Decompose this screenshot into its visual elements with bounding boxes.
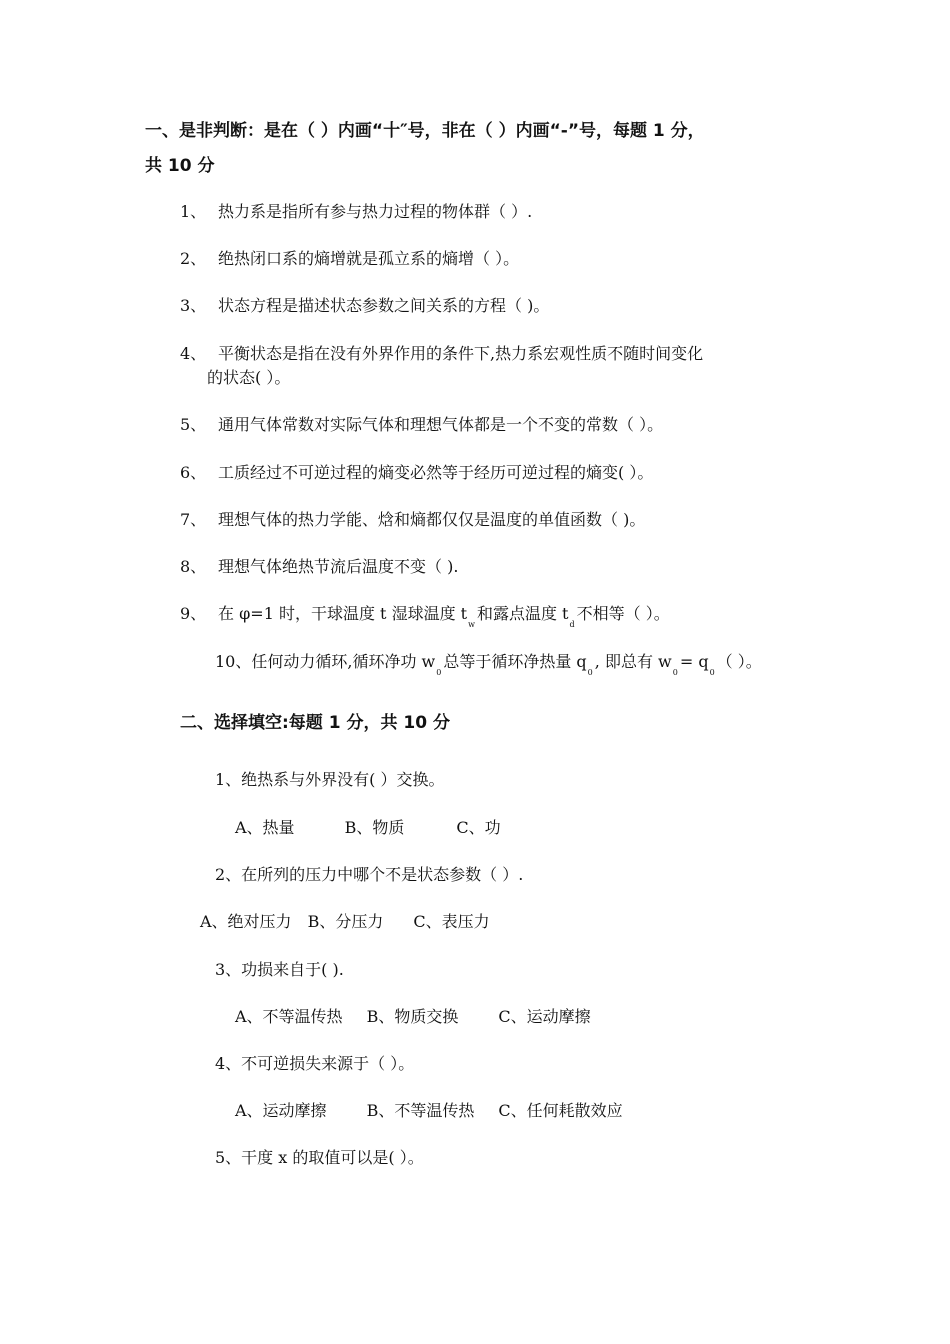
question-number: 5、 (180, 415, 207, 434)
question-text-part4: = q (679, 652, 709, 671)
mc-options-4 (235, 1098, 623, 1121)
option-b: B、物质 (344, 818, 405, 837)
tf-question-4 (180, 341, 703, 364)
question-text: 绝热闭口系的熵增就是孤立系的熵增（ ）。 (218, 249, 520, 268)
section1-heading-line1: 一、是非判断：是在（ ）内画“十″号，非在（ ）内画“-”号，每题 1 分， (145, 121, 705, 141)
option-b: B、不等温传热 (366, 1101, 475, 1120)
tf-question-9 (180, 601, 670, 629)
subscript-d: d (569, 620, 575, 629)
subscript-0: 0 (709, 668, 715, 677)
question-number: 4、 (180, 344, 207, 363)
option-c: C、功 (456, 818, 501, 837)
question-text: 理想气体绝热节流后温度不变（ ). (218, 557, 459, 576)
tf-question-10 (215, 649, 762, 677)
mc-options-2 (200, 909, 490, 932)
question-number: 9、 (180, 604, 207, 623)
mc-question-3: 3、功损来自于( ). (215, 960, 344, 979)
tf-question-8 (180, 554, 458, 577)
question-number: 2、 (180, 249, 207, 268)
option-c: C、表压力 (413, 912, 490, 931)
question-number: 3、 (180, 296, 207, 315)
question-text: 状态方程是描述状态参数之间关系的方程（ )。 (218, 296, 550, 315)
question-text-part3: , 即总有 w (594, 652, 672, 671)
question-text-part1: 在 φ=1 时，干球温度 t 湿球温度 t (218, 604, 468, 623)
option-c: C、运动摩擦 (498, 1007, 591, 1026)
tf-question-5 (180, 412, 663, 435)
mc-question-2: 2、在所列的压力中哪个不是状态参数（ ）. (215, 865, 524, 884)
question-number: 6、 (180, 463, 207, 482)
mc-question-5: 5、干度 x 的取值可以是( ）。 (215, 1148, 424, 1167)
question-number: 7、 (180, 510, 207, 529)
question-text-part2: 总等于循环净热量 q (443, 652, 587, 671)
option-a: A、运动摩擦 (235, 1101, 327, 1120)
tf-question-3 (180, 293, 549, 316)
tf-question-1 (180, 199, 532, 222)
subscript-0: 0 (436, 668, 442, 677)
subscript-w: w (468, 620, 475, 629)
tf-question-4-continuation: 的状态( ）。 (207, 368, 291, 387)
question-text: 理想气体的热力学能、焓和熵都仅仅是温度的单值函数（ )。 (218, 510, 646, 529)
question-text: 平衡状态是指在没有外界作用的条件下,热力系宏观性质不随时间变化 (218, 344, 704, 363)
question-number: 1、 (180, 202, 207, 221)
question-text-part5: （ ）。 (716, 652, 762, 671)
mc-options-3 (235, 1004, 591, 1027)
mc-question-1: 1、绝热系与外界没有( ）交换。 (215, 770, 445, 789)
tf-question-2 (180, 246, 519, 269)
question-text-part3: 不相等（ ）。 (576, 604, 670, 623)
option-a: A、不等温传热 (235, 1007, 343, 1026)
option-b: B、分压力 (307, 912, 384, 931)
question-text: 通用气体常数对实际气体和理想气体都是一个不变的常数（ ）。 (218, 415, 664, 434)
question-text: 热力系是指所有参与热力过程的物体群（ ）. (218, 202, 533, 221)
question-number: 8、 (180, 557, 207, 576)
mc-question-4: 4、不可逆损失来源于（ ）。 (215, 1054, 415, 1073)
section2-heading: 二、选择填空:每题 1 分，共 10 分 (180, 713, 450, 733)
tf-question-6 (180, 460, 653, 483)
option-a: A、热量 (235, 818, 295, 837)
subscript-0: 0 (672, 668, 678, 677)
option-a: A、绝对压力 (200, 912, 292, 931)
tf-question-7 (180, 507, 645, 530)
question-text: 工质经过不可逆过程的熵变必然等于经历可逆过程的熵变( ）。 (218, 463, 654, 482)
question-text-part1: 10、任何动力循环,循环净功 w (215, 652, 436, 671)
mc-options-1 (235, 815, 501, 838)
option-b: B、物质交换 (366, 1007, 459, 1026)
section1-heading-line2: 共 10 分 (145, 156, 215, 176)
question-text-part2: 和露点温度 t (476, 604, 569, 623)
subscript-0: 0 (587, 668, 593, 677)
option-c: C、任何耗散效应 (498, 1101, 623, 1120)
